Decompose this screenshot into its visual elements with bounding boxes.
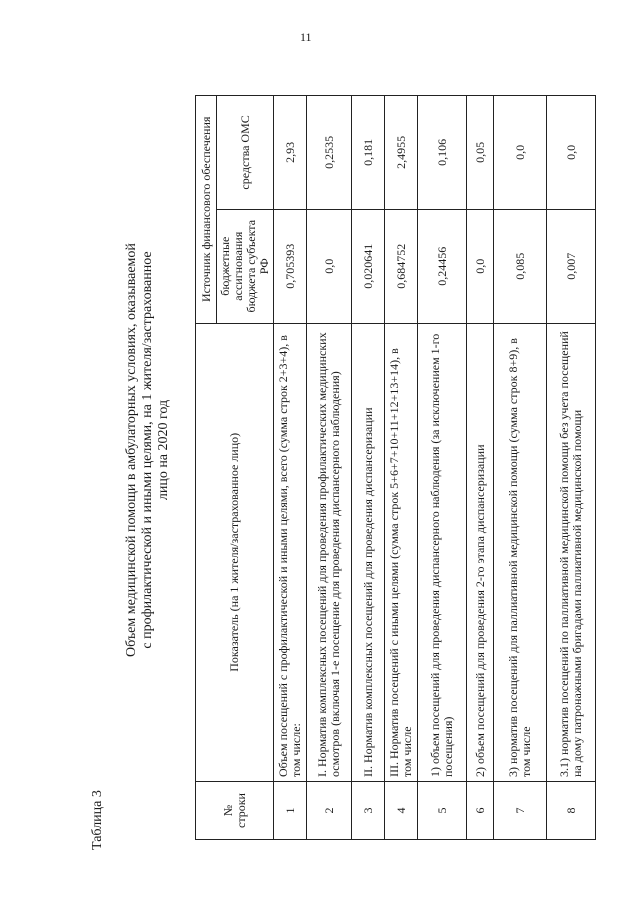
table-row xyxy=(352,96,385,840)
table-row xyxy=(418,96,467,840)
row-number: 6 xyxy=(467,782,494,840)
row-number: 4 xyxy=(385,782,418,840)
row-number: 8 xyxy=(547,782,596,840)
row-budget: 0,0 xyxy=(307,209,352,323)
data-table xyxy=(195,95,596,840)
row-indicator: 3.1) норматив посещений по паллиативной медицинской помощи без учета посещений на дому патронажными бригадами паллиативной медицинской помощи xyxy=(547,323,596,781)
row-oms: 0,181 xyxy=(352,96,385,210)
row-indicator: 3) норматив посещений для паллиативной медицинской помощи (сумма строк 8+9), в том числе xyxy=(494,323,547,781)
table-row xyxy=(467,96,494,840)
rotated-page-content xyxy=(80,90,600,850)
row-indicator: 1) объем посещений для проведения диспансерного наблюдения (за исключением 1-го посещения) xyxy=(418,323,467,781)
row-oms: 2,93 xyxy=(274,96,307,210)
header-indicator: Показатель (на 1 жителя/застрахованное лицо) xyxy=(196,323,274,781)
row-oms: 2,4955 xyxy=(385,96,418,210)
row-indicator: 2) объем посещений для проведения 2-го этапа диспансеризации xyxy=(467,323,494,781)
table-row xyxy=(385,96,418,840)
row-budget: 0,684752 xyxy=(385,209,418,323)
row-indicator: I. Норматив комплексных посещений для проведения профилактических медицинских осмотров (включая 1-е посещение для проведения диспансерного наблюдения) xyxy=(307,323,352,781)
row-oms: 0,05 xyxy=(467,96,494,210)
row-number: 5 xyxy=(418,782,467,840)
row-oms: 0,2535 xyxy=(307,96,352,210)
document-title: Объем медицинской помощи в амбулаторных условиях, оказываемой с профилактической и иными целями, на 1 жителя/застрахованное лицо на 2020 год xyxy=(124,243,171,657)
table-row xyxy=(307,96,352,840)
row-oms: 0,0 xyxy=(494,96,547,210)
row-number: 2 xyxy=(307,782,352,840)
row-indicator: III. Норматив посещений с иными целями (сумма строк 5+6+7+10+11+12+13+14), в том числе xyxy=(385,323,418,781)
row-indicator: Объем посещений с профилактической и иными целями, всего (сумма строк 2+3+4), в том числе: xyxy=(274,323,307,781)
row-number: 3 xyxy=(352,782,385,840)
row-oms: 0,0 xyxy=(547,96,596,210)
row-budget: 0,020641 xyxy=(352,209,385,323)
row-oms: 0,106 xyxy=(418,96,467,210)
row-budget: 0,705393 xyxy=(274,209,307,323)
row-budget: 0,085 xyxy=(494,209,547,323)
page-number: 11 xyxy=(300,30,312,44)
row-budget: 0,0 xyxy=(467,209,494,323)
row-number: 1 xyxy=(274,782,307,840)
table-row xyxy=(547,96,596,840)
table-label: Таблица 3 xyxy=(90,790,105,850)
header-row-number: № строки xyxy=(196,782,274,840)
table-row xyxy=(274,96,307,840)
row-budget: 0,24456 xyxy=(418,209,467,323)
row-budget: 0,007 xyxy=(547,209,596,323)
header-oms: средства ОМС xyxy=(217,96,274,210)
header-funding-source: Источник финансового обеспечения xyxy=(196,96,217,324)
row-number: 7 xyxy=(494,782,547,840)
table-row xyxy=(494,96,547,840)
header-budget: бюджетные ассигнования бюджета субъекта РФ xyxy=(217,209,274,323)
row-indicator: II. Норматив комплексных посещений для проведения диспансеризации xyxy=(352,323,385,781)
